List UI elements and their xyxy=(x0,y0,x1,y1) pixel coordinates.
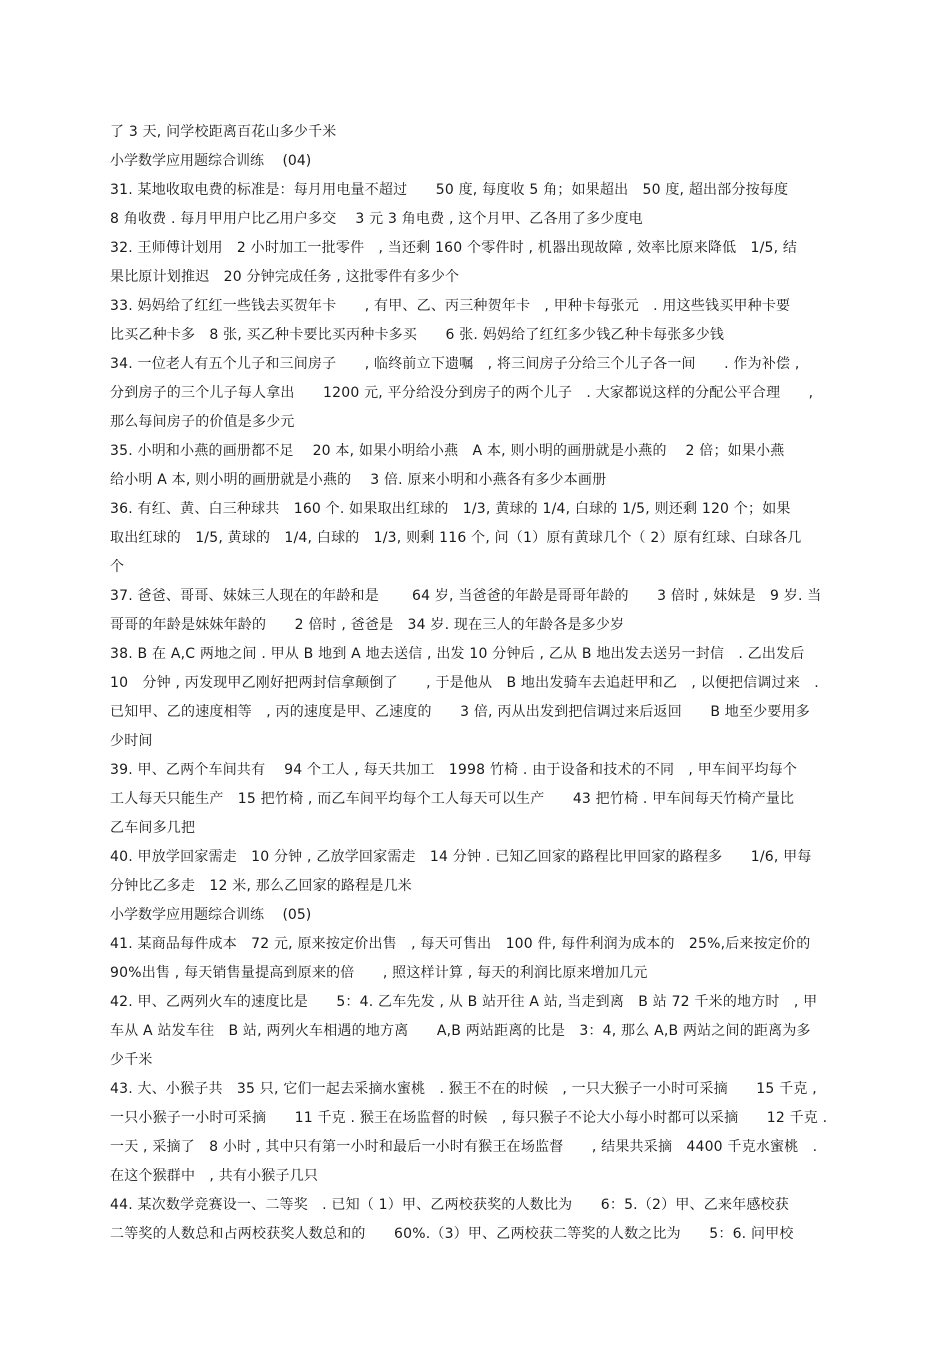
text-line: 了 3 天, 问学校距离百花山多少千米 xyxy=(110,124,337,140)
problem-35-line-1: 35. 小明和小燕的画册都不足 20 本, 如果小明给小燕 A 本, 则小明的画册就是小燕的 2 倍；如果小燕 xyxy=(110,443,785,459)
problem-32-line-2: 果比原计划推迟 20 分钟完成任务 , 这批零件有多少个 xyxy=(110,269,460,285)
problem-39-line-2: 工人每天只能生产 15 把竹椅 , 而乙车间平均每个工人每天可以生产 43 把竹椅 . 甲车间每天竹椅产量比 xyxy=(110,791,795,807)
problem-34-line-1: 34. 一位老人有五个儿子和三间房子 , 临终前立下遗嘱 , 将三间房子分给三个儿子各一间 . 作为补偿 , xyxy=(110,356,800,372)
problem-37-line-2: 哥哥的年龄是妹妹年龄的 2 倍时 , 爸爸是 34 岁. 现在三人的年龄各是多少岁 xyxy=(110,617,625,633)
problem-36-line-3: 个 xyxy=(110,559,125,575)
problem-31-line-2: 8 角收费 . 每月甲用户比乙用户多交 3 元 3 角电费 , 这个月甲、乙各用了多少度电 xyxy=(110,211,643,227)
problem-43-line-3: 一天 , 采摘了 8 小时 , 其中只有第一小时和最后一小时有猴王在场监督 , 结果共采摘 4400 千克水蜜桃 . xyxy=(110,1139,818,1155)
problem-38-line-4: 少时间 xyxy=(110,733,153,749)
problem-38-line-3: 已知甲、乙的速度相等 , 丙的速度是甲、乙速度的 3 倍, 丙从出发到把信调过来后返回 B 地至少要用多 xyxy=(110,704,811,720)
problem-39-line-3: 乙车间多几把 xyxy=(110,820,196,836)
problem-34-line-2: 分到房子的三个儿子每人拿出 1200 元, 平分给没分到房子的两个儿子 . 大家都说这样的分配公平合理 , xyxy=(110,385,814,401)
problem-43-line-2: 一只小猴子一小时可采摘 11 千克 . 猴王在场监督的时候 , 每只猴子不论大小每小时都可以采摘 12 千克 . xyxy=(110,1110,828,1126)
problem-42-line-2: 车从 A 站发车往 B 站, 两列火车相遇的地方离 A,B 两站距离的比是 3：4, 那么 A,B 两站之间的距离为多 xyxy=(110,1023,811,1039)
problem-40-line-2: 分钟比乙多走 12 米, 那么乙回家的路程是几米 xyxy=(110,878,412,894)
document-page xyxy=(110,118,850,1249)
problem-40-line-1: 40. 甲放学回家需走 10 分钟 , 乙放学回家需走 14 分钟 . 已知乙回家的路程比甲回家的路程多 1/6, 甲每 xyxy=(110,849,812,865)
problem-43-line-4: 在这个猴群中 , 共有小猴子几只 xyxy=(110,1168,319,1184)
problem-42-line-3: 少千米 xyxy=(110,1052,153,1068)
problem-32-line-1: 32. 王师傅计划用 2 小时加工一批零件 , 当还剩 160 个零件时 , 机器出现故障 , 效率比原来降低 1/5, 结 xyxy=(110,240,798,256)
problem-41-line-2: 90%出售 , 每天销售量提高到原来的倍 , 照这样计算 , 每天的利润比原来增加几元 xyxy=(110,965,648,981)
section-heading: 小学数学应用题综合训练 (05) xyxy=(110,907,312,923)
problem-38-line-1: 38. B 在 A,C 两地之间 . 甲从 B 地到 A 地去送信 , 出发 10 分钟后 , 乙从 B 地出发去送另一封信 . 乙出发后 xyxy=(110,646,805,662)
problem-34-line-3: 那么每间房子的价值是多少元 xyxy=(110,414,295,430)
problem-39-line-1: 39. 甲、乙两个车间共有 94 个工人 , 每天共加工 1998 竹椅 . 由于设备和技术的不同 , 甲车间平均每个 xyxy=(110,762,798,778)
problem-43-line-1: 43. 大、小猴子共 35 只, 它们一起去采摘水蜜桃 . 猴王不在的时候 , 一只大猴子一小时可采摘 15 千克 , xyxy=(110,1081,817,1097)
problem-38-line-2: 10 分钟 , 丙发现甲乙刚好把两封信拿颠倒了 , 于是他从 B 地出发骑车去追赶甲和乙 , 以便把信调过来 . xyxy=(110,675,819,691)
problem-44-line-1: 44. 某次数学竞赛设一、二等奖 . 已知（ 1）甲、乙两校获奖的人数比为 6：5.（2）甲、乙来年感校获 xyxy=(110,1197,789,1213)
problem-41-line-1: 41. 某商品每件成本 72 元, 原来按定价出售 , 每天可售出 100 件, 每件利润为成本的 25%,后来按定价的 xyxy=(110,936,811,952)
problem-44-line-2: 二等奖的人数总和占两校获奖人数总和的 60%.（3）甲、乙两校获二等奖的人数之比为 5：6. 问甲校 xyxy=(110,1226,794,1242)
problem-36-line-2: 取出红球的 1/5, 黄球的 1/4, 白球的 1/3, 则剩 116 个, 问（1）原有黄球几个（ 2）原有红球、白球各几 xyxy=(110,530,802,546)
problem-33-line-1: 33. 妈妈给了红红一些钱去买贺年卡 , 有甲、乙、丙三种贺年卡 , 甲种卡每张元 . 用这些钱买甲种卡要 xyxy=(110,298,791,314)
section-heading: 小学数学应用题综合训练 (04) xyxy=(110,153,312,169)
problem-31-line-1: 31. 某地收取电费的标准是：每月用电量不超过 50 度, 每度收 5 角；如果超出 50 度, 超出部分按每度 xyxy=(110,182,789,198)
problem-42-line-1: 42. 甲、乙两列火车的速度比是 5：4. 乙车先发 , 从 B 站开往 A 站, 当走到离 B 站 72 千米的地方时 , 甲 xyxy=(110,994,818,1010)
problem-35-line-2: 给小明 A 本, 则小明的画册就是小燕的 3 倍. 原来小明和小燕各有多少本画册 xyxy=(110,472,607,488)
problem-37-line-1: 37. 爸爸、哥哥、妹妹三人现在的年龄和是 64 岁, 当爸爸的年龄是哥哥年龄的 3 倍时 , 妹妹是 9 岁. 当 xyxy=(110,588,822,604)
problem-33-line-2: 比买乙种卡多 8 张, 买乙种卡要比买丙种卡多买 6 张. 妈妈给了红红多少钱乙种卡每张多少钱 xyxy=(110,327,725,343)
problem-36-line-1: 36. 有红、黄、白三种球共 160 个. 如果取出红球的 1/3, 黄球的 1/4, 白球的 1/5, 则还剩 120 个；如果 xyxy=(110,501,791,517)
